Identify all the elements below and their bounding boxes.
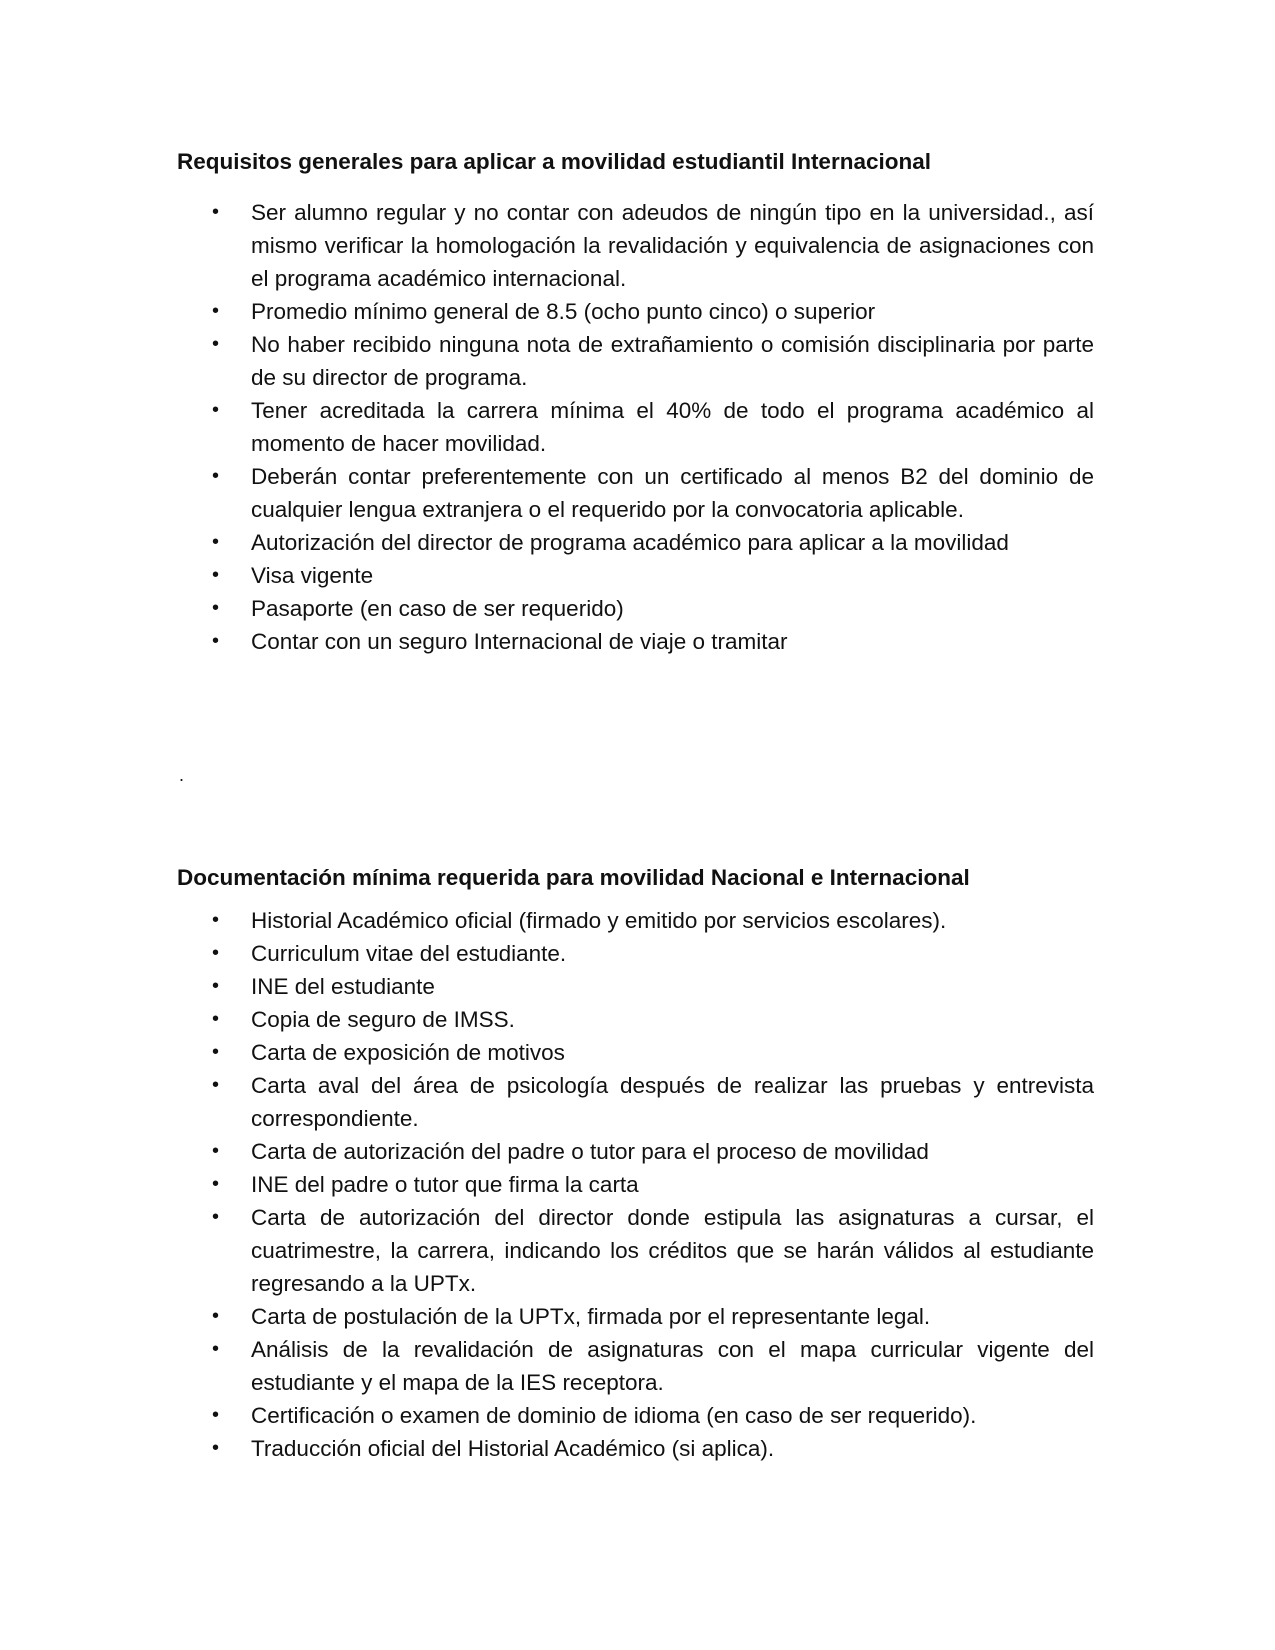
bullet-icon: • — [212, 942, 220, 964]
bullet-icon: • — [212, 1140, 220, 1162]
list-item: • Deberán contar preferentemente con un certificado al menos B2 del dominio de cualquier lengua extranjera o el requerido por la convocatoria aplicable. — [0, 460, 1094, 526]
bullet-icon: • — [212, 1338, 220, 1360]
bullet-icon: • — [212, 465, 220, 487]
bullet-icon: • — [212, 1437, 220, 1459]
bullet-icon: • — [212, 531, 220, 553]
documentation-list — [0, 904, 1275, 1465]
bullet-icon: • — [212, 1404, 220, 1426]
bullet-icon: • — [212, 333, 220, 355]
bullet-icon: • — [212, 1206, 220, 1228]
list-item: • Carta de autorización del director donde estipula las asignaturas a cursar, el cuatrimestre, la carrera, indicando los créditos que se harán válidos al estudiante regresando a la UPTx. — [0, 1201, 1094, 1300]
list-item: • Carta de autorización del padre o tutor para el proceso de movilidad — [0, 1135, 1094, 1168]
bullet-icon: • — [212, 1173, 220, 1195]
bullet-icon: • — [212, 1305, 220, 1327]
list-item: • Carta de exposición de motivos — [0, 1036, 1094, 1069]
list-item: • Visa vigente — [0, 559, 1094, 592]
bullet-icon: • — [212, 201, 220, 223]
bullet-icon: • — [212, 630, 220, 652]
bullet-icon: • — [212, 1074, 220, 1096]
section-heading-documentation: Documentación mínima requerida para movilidad Nacional e Internacional — [177, 865, 970, 890]
section-heading-requirements: Requisitos generales para aplicar a movilidad estudiantil Internacional — [177, 149, 931, 174]
list-item: • Carta de postulación de la UPTx, firmada por el representante legal. — [0, 1300, 1094, 1333]
bullet-icon: • — [212, 399, 220, 421]
list-item: • Ser alumno regular y no contar con adeudos de ningún tipo en la universidad., así mismo verificar la homologación la revalidación y equivalencia de asignaciones con el programa académico internacional. — [0, 196, 1094, 295]
requirements-list — [0, 196, 1275, 658]
list-item: • Tener acreditada la carrera mínima el 40% de todo el programa académico al momento de hacer movilidad. — [0, 394, 1094, 460]
list-item: • Curriculum vitae del estudiante. — [0, 937, 1094, 970]
list-item: • Autorización del director de programa académico para aplicar a la movilidad — [0, 526, 1094, 559]
separator-dot: . — [179, 765, 185, 785]
list-item: • Historial Académico oficial (firmado y emitido por servicios escolares). — [0, 904, 1094, 937]
list-item: • Carta aval del área de psicología después de realizar las pruebas y entrevista correspondiente. — [0, 1069, 1094, 1135]
bullet-icon: • — [212, 1041, 220, 1063]
list-item: • Copia de seguro de IMSS. — [0, 1003, 1094, 1036]
bullet-icon: • — [212, 1008, 220, 1030]
list-item: • Análisis de la revalidación de asignaturas con el mapa curricular vigente del estudiante y el mapa de la IES receptora. — [0, 1333, 1094, 1399]
bullet-icon: • — [212, 564, 220, 586]
bullet-icon: • — [212, 909, 220, 931]
list-item: • INE del estudiante — [0, 970, 1094, 1003]
list-item: • No haber recibido ninguna nota de extrañamiento o comisión disciplinaria por parte de su director de programa. — [0, 328, 1094, 394]
bullet-icon: • — [212, 975, 220, 997]
list-item: • Certificación o examen de dominio de idioma (en caso de ser requerido). — [0, 1399, 1094, 1432]
list-item: • INE del padre o tutor que firma la carta — [0, 1168, 1094, 1201]
bullet-icon: • — [212, 597, 220, 619]
list-item: • Pasaporte (en caso de ser requerido) — [0, 592, 1094, 625]
list-item: • Traducción oficial del Historial Académico (si aplica). — [0, 1432, 1094, 1465]
list-item: • Promedio mínimo general de 8.5 (ocho punto cinco) o superior — [0, 295, 1094, 328]
list-item: • Contar con un seguro Internacional de viaje o tramitar — [0, 625, 1094, 658]
bullet-icon: • — [212, 300, 220, 322]
